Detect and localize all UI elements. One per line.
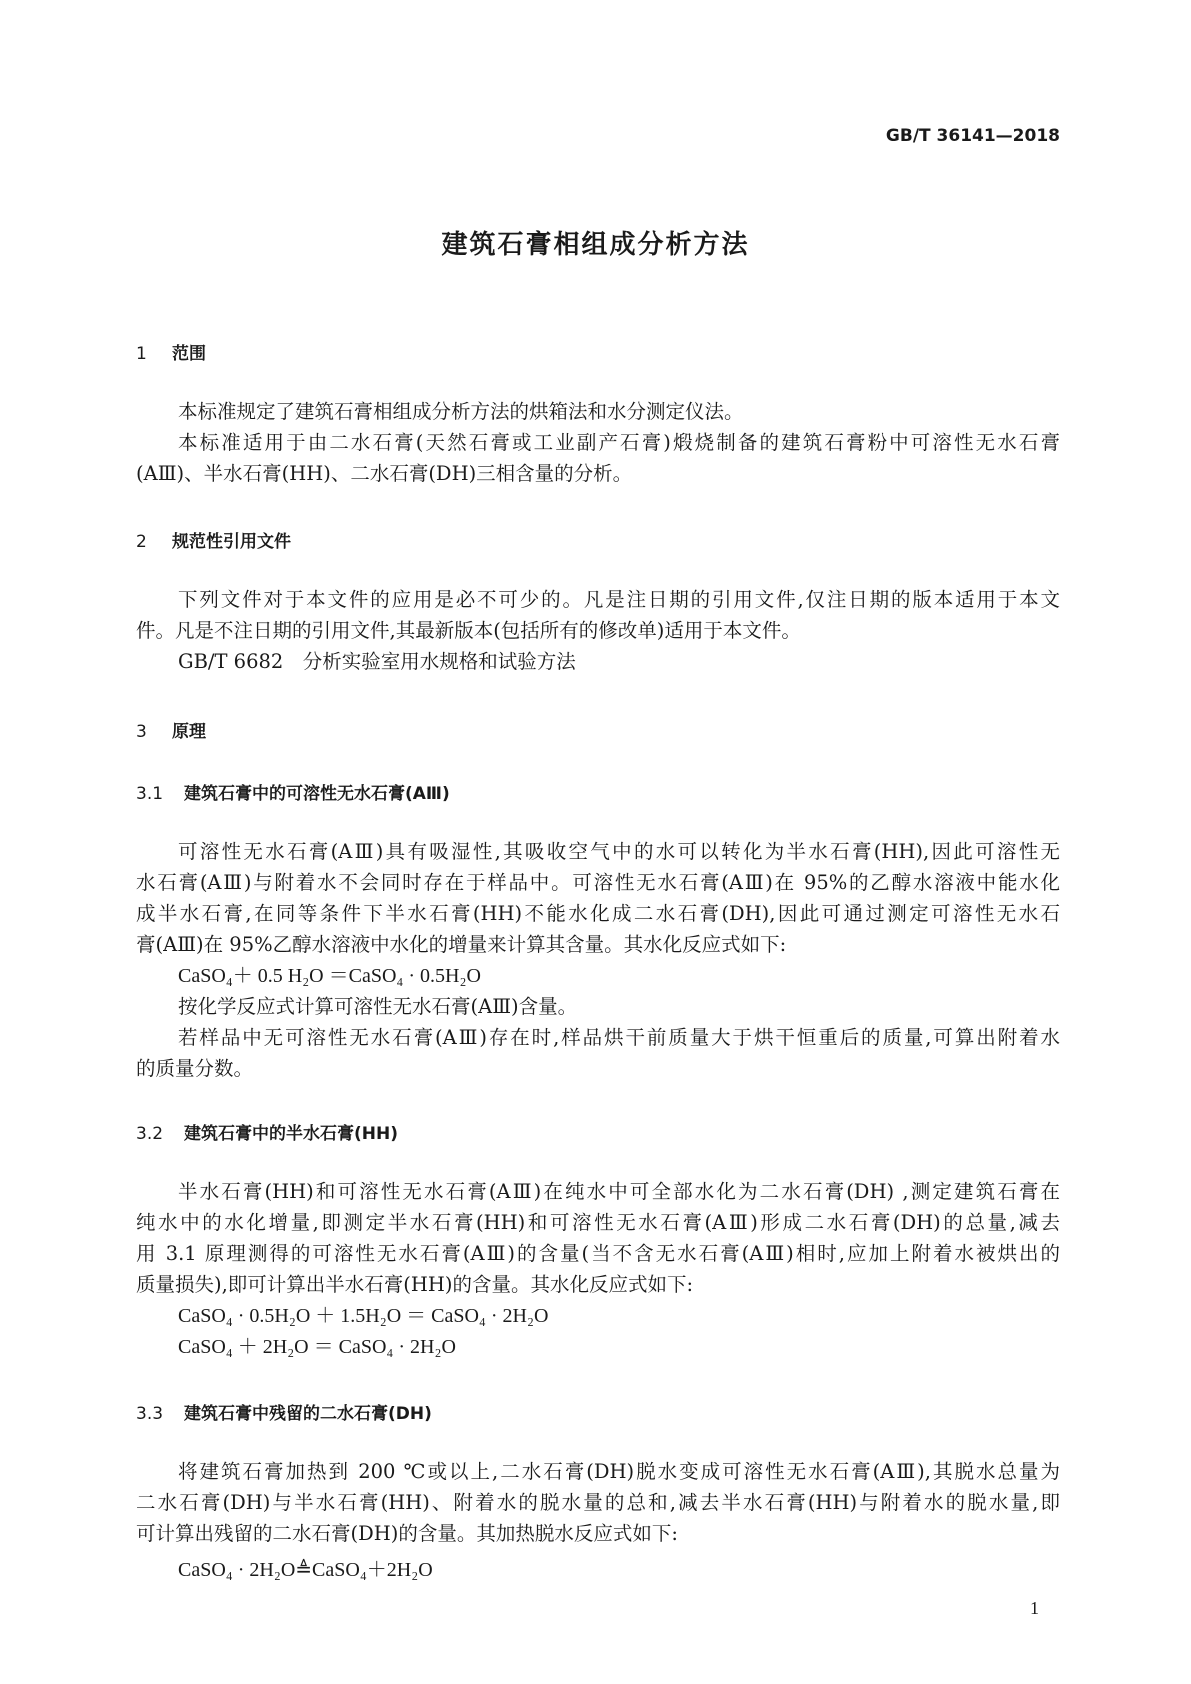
page-number: 1 [1030,1598,1039,1618]
section-title: 范围 [172,344,206,364]
chemical-equation: CaSO₄ ＋ 2H₂O ＝ CaSO₄ · 2H₂O [178,1336,456,1358]
chemical-equation: CaSO₄ · 0.5H₂O ＋ 1.5H₂O ＝ CaSO₄ · 2H₂O [178,1305,549,1327]
section-number: 3.2 [136,1124,164,1144]
paragraph-line: 二水石膏(DH)与半水石膏(HH)、附着水的脱水量的总和,减去半水石膏(HH)与附着水的脱水量,即 [136,1491,1060,1514]
paragraph-line: 膏(AⅢ)在 95%乙醇水溶液中水化的增量来计算其含量。其水化反应式如下: [136,933,787,956]
section-heading [136,527,291,552]
paragraph-line: 将建筑石膏加热到 200 ℃或以上,二水石膏(DH)脱水变成可溶性无水石膏(AⅢ),其脱水总量为 [178,1460,1060,1483]
section-number: 3 [136,722,147,742]
paragraph-line: 按化学反应式计算可溶性无水石膏(AⅢ)含量。 [178,995,578,1018]
paragraph-line: 下列文件对于本文件的应用是必不可少的。凡是注日期的引用文件,仅注日期的版本适用于本文 [178,588,1060,611]
paragraph-line: 可计算出残留的二水石膏(DH)的含量。其加热脱水反应式如下: [136,1522,678,1545]
paragraph-line: 可溶性无水石膏(AⅢ)具有吸湿性,其吸收空气中的水可以转化为半水石膏(HH),因此可溶性无 [178,840,1060,863]
chemical-equation: CaSO₄ · 2H₂O≜CaSO₄＋2H₂O [178,1559,433,1581]
document-title: 建筑石膏相组成分析方法 [441,230,750,260]
paragraph-line: 质量损失),即可计算出半水石膏(HH)的含量。其水化反应式如下: [136,1273,694,1296]
paragraph-line: GB/T 6682 分析实验室用水规格和试验方法 [178,650,576,673]
paragraph-line: 水石膏(AⅢ)与附着水不会同时存在于样品中。可溶性无水石膏(AⅢ)在 95%的乙醇水溶液中能水化 [136,871,1060,894]
section-title: 建筑石膏中残留的二水石膏(DH) [184,1404,432,1424]
section-title: 规范性引用文件 [172,532,291,552]
section-heading [136,1399,432,1424]
section-title: 建筑石膏中的可溶性无水石膏(AⅢ) [184,784,450,804]
chemical-equation: CaSO₄＋ 0.5 H₂O ＝CaSO₄ · 0.5H₂O [178,965,481,987]
paragraph-line: 件。凡是不注日期的引用文件,其最新版本(包括所有的修改单)适用于本文件。 [136,619,801,642]
paragraph-line: 的质量分数。 [136,1057,254,1080]
paragraph-line: (AⅢ)、半水石膏(HH)、二水石膏(DH)三相含量的分析。 [136,462,633,485]
paragraph-line: 若样品中无可溶性无水石膏(AⅢ)存在时,样品烘干前质量大于烘干恒重后的质量,可算出附着水 [178,1026,1060,1049]
paragraph-line: 纯水中的水化增量,即测定半水石膏(HH)和可溶性无水石膏(AⅢ)形成二水石膏(DH)的总量,减去 [136,1211,1060,1234]
section-title: 建筑石膏中的半水石膏(HH) [184,1124,398,1144]
section-number: 2 [136,532,147,552]
standard-number: GB/T 36141—2018 [885,126,1060,146]
section-number: 1 [136,344,147,364]
paragraph-line: 本标准适用于由二水石膏(天然石膏或工业副产石膏)煅烧制备的建筑石膏粉中可溶性无水石膏 [178,431,1060,454]
paragraph-line: 成半水石膏,在同等条件下半水石膏(HH)不能水化成二水石膏(DH),因此可通过测定可溶性无水石 [136,902,1060,925]
paragraph-line: 半水石膏(HH)和可溶性无水石膏(AⅢ)在纯水中可全部水化为二水石膏(DH) ,测定建筑石膏在 [178,1180,1060,1203]
paragraph-line: 用 3.1 原理测得的可溶性无水石膏(AⅢ)的含量(当不含无水石膏(AⅢ)相时,应加上附着水被烘出的 [136,1242,1060,1265]
section-number: 3.1 [136,784,164,804]
section-title: 原理 [172,722,206,742]
section-number: 3.3 [136,1404,164,1424]
section-heading [136,339,206,364]
section-heading [136,717,206,742]
section-heading [136,1119,398,1144]
paragraph-line: 本标准规定了建筑石膏相组成分析方法的烘箱法和水分测定仪法。 [178,400,744,423]
section-heading [136,779,450,804]
